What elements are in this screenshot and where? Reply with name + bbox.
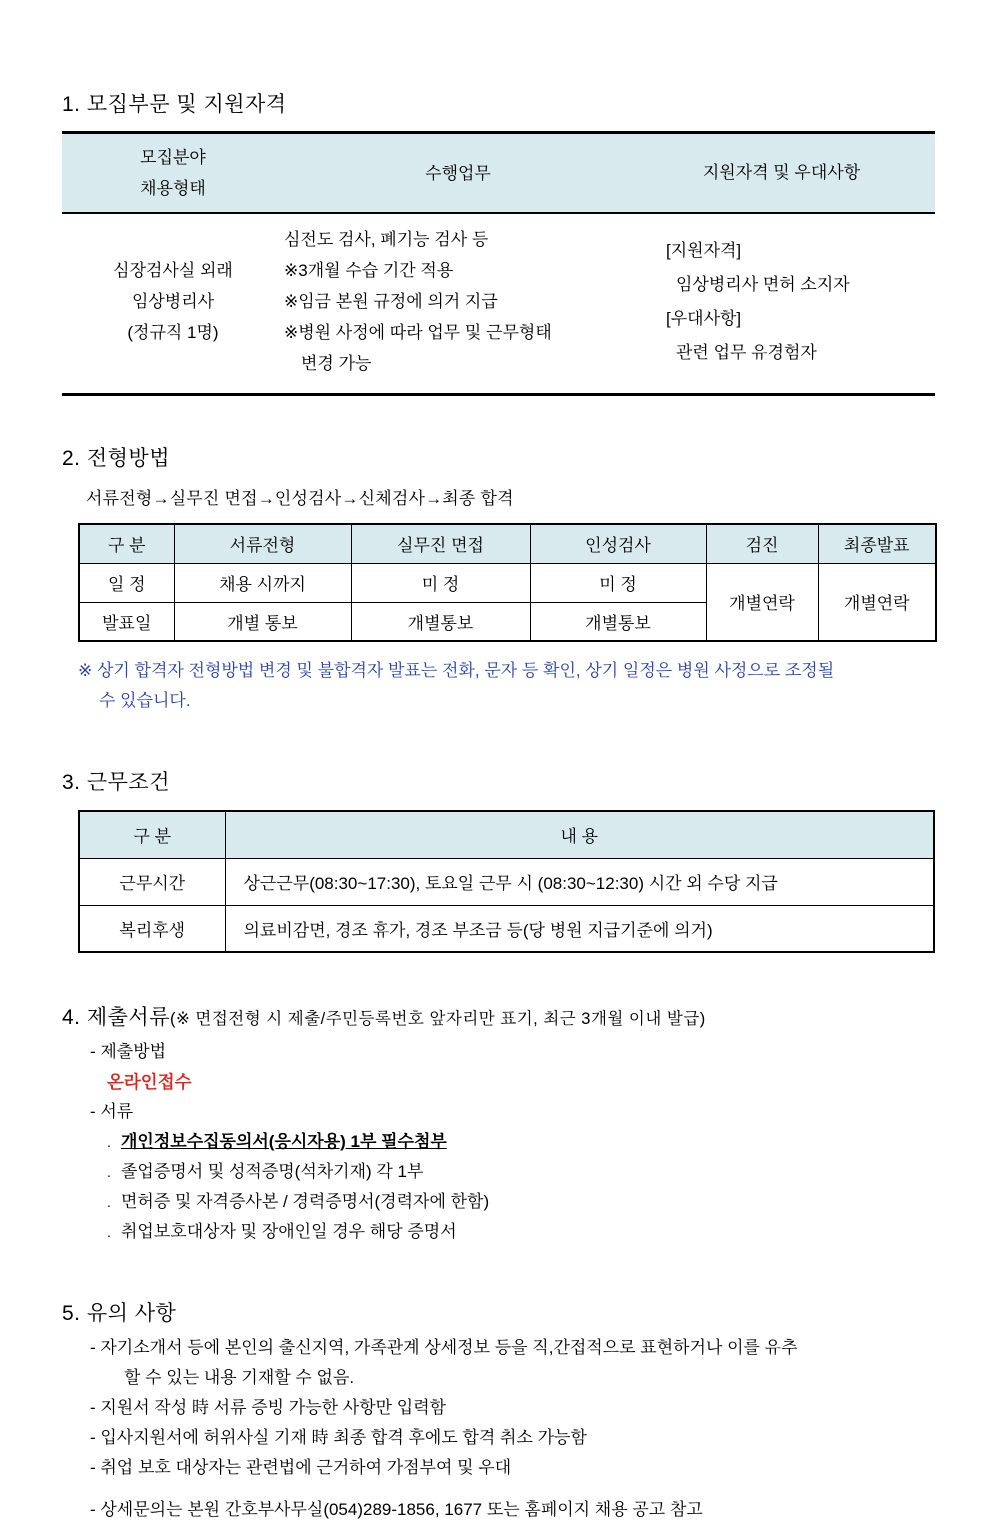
schedule-note-line2: 수 있습니다. [99, 691, 191, 710]
announce-cell: 개별통보 [351, 602, 530, 641]
recruitment-row [62, 213, 935, 395]
recruitment-duty-cell [284, 213, 632, 395]
selection-schedule-table [78, 523, 937, 642]
selection-process-line: 서류전형→실무진 면접→인성검사→신체검사→최종 합격 [86, 489, 514, 508]
qualification-line: [지원자격] [666, 240, 742, 260]
header-line: 모집분야 [140, 148, 206, 167]
schedule-header-personality: 인성검사 [530, 524, 706, 563]
schedule-header-checkup: 검진 [706, 524, 818, 563]
notice-item: - 취업 보호 대상자는 관련법에 근거하여 가점부여 및 우대 [90, 1458, 512, 1477]
section-3-title: 3. 근무조건 [62, 771, 170, 794]
notice-item-line: 할 수 있는 내용 기재할 수 없음. [124, 1368, 355, 1387]
conditions-header-category: 구 분 [79, 811, 225, 858]
notice-item: - 지원서 작성 時 서류 증빙 가능한 사항만 입력함 [90, 1398, 447, 1417]
schedule-header-final: 최종발표 [818, 524, 936, 563]
dot-bullet: . [107, 1134, 111, 1150]
section-2-title: 2. 전형방법 [62, 447, 170, 470]
position-line: 심장검사실 외래 [113, 261, 233, 280]
schedule-cell: 미 정 [530, 563, 706, 602]
schedule-merged-final: 개별연락 [818, 563, 936, 641]
dot-bullet: . [107, 1224, 111, 1240]
duty-line: 심전도 검사, 폐기능 검사 등 [284, 230, 489, 249]
recruitment-position-cell [62, 213, 284, 395]
duty-line: ※3개월 수습 기간 적용 [284, 261, 454, 280]
recruitment-qualification-cell [632, 213, 935, 395]
position-line: 임상병리사 [131, 292, 215, 311]
notice-item-line: - 자기소개서 등에 본인의 출신지역, 가족관계 상세정보 등을 직,간접적으로 표현하거나 이를 유추 [90, 1338, 798, 1357]
recruitment-table [62, 131, 935, 396]
document-item-text: 면허증 및 자격증사본 / 경력증명서(경력자에 한함) [121, 1192, 490, 1211]
section-4-title-main: 4. 제출서류 [62, 1006, 170, 1029]
conditions-label: 복리후생 [79, 905, 225, 952]
document-item [107, 1217, 935, 1247]
document-item [107, 1187, 935, 1217]
notice-item [90, 1333, 935, 1393]
dot-bullet: . [107, 1194, 111, 1210]
schedule-header-category: 구 분 [79, 524, 174, 563]
dot-bullet: . [107, 1164, 111, 1180]
schedule-cell: 채용 시까지 [174, 563, 351, 602]
document-item [107, 1157, 935, 1187]
notice-item-contact: - 상세문의는 본원 간호부사무실(054)289-1856, 1677 또는 홈페이지 채용 공고 참고 [90, 1500, 703, 1519]
schedule-row-label: 일 정 [79, 563, 174, 602]
qualification-line: 관련 업무 유경험자 [676, 342, 817, 362]
announce-row-label: 발표일 [79, 602, 174, 641]
conditions-header-content: 내 용 [225, 811, 934, 858]
submission-method-label: - 제출방법 [90, 1042, 167, 1061]
schedule-note [78, 656, 935, 716]
schedule-header-interview: 실무진 면접 [351, 524, 530, 563]
schedule-merged-checkup: 개별연락 [706, 563, 818, 641]
section-4-title-note: (※ 면접전형 시 제출/주민등록번호 앞자리만 표기, 최근 3개월 이내 발급) [170, 1010, 706, 1028]
schedule-row [79, 563, 936, 602]
conditions-label: 근무시간 [79, 858, 225, 905]
announce-cell: 개별통보 [530, 602, 706, 641]
document-item-text: 개인정보수집동의서(응시자용) 1부 필수첨부 [121, 1132, 447, 1151]
document-item-text: 졸업증명서 및 성적증명(석차기재) 각 1부 [121, 1162, 424, 1181]
submission-method-value: 온라인접수 [107, 1072, 192, 1092]
qualification-line: 임상병리사 면허 소지자 [676, 274, 850, 294]
duty-line: 변경 가능 [301, 354, 372, 373]
schedule-note-line1: ※ 상기 합격자 전형방법 변경 및 불합격자 발표는 전화, 문자 등 확인, 상기 일정은 병원 사정으로 조정될 [78, 661, 835, 680]
notice-item: - 입사지원서에 허위사실 기재 時 최종 합격 후에도 합격 취소 가능함 [90, 1428, 587, 1447]
section-4-title [62, 1001, 935, 1031]
header-line: 채용형태 [140, 179, 206, 198]
schedule-header-document: 서류전형 [174, 524, 351, 563]
position-line: (정규직 1명) [127, 323, 219, 342]
schedule-cell: 미 정 [351, 563, 530, 602]
conditions-row-welfare [79, 905, 934, 952]
recruitment-header-qualification: 지원자격 및 우대사항 [702, 163, 861, 182]
documents-label: - 서류 [90, 1102, 134, 1121]
conditions-value: 의료비감면, 경조 휴가, 경조 부조금 등(당 병원 지급기준에 의거) [225, 905, 934, 952]
document-item [107, 1127, 935, 1157]
announce-cell: 개별 통보 [174, 602, 351, 641]
qualification-line: [우대사항] [666, 308, 742, 328]
section-5-title: 5. 유의 사항 [62, 1302, 177, 1325]
recruitment-header-field [62, 133, 284, 214]
section-1-title: 1. 모집부문 및 지원자격 [62, 93, 287, 116]
conditions-value: 상근근무(08:30~17:30), 토요일 근무 시 (08:30~12:30) 시간 외 수당 지급 [225, 858, 934, 905]
working-conditions-table [78, 810, 935, 953]
recruitment-header-duty: 수행업무 [425, 163, 491, 183]
conditions-row-hours [79, 858, 934, 905]
document-item-text: 취업보호대상자 및 장애인일 경우 해당 증명서 [121, 1222, 457, 1241]
duty-line: ※임금 본원 규정에 의거 지급 [284, 292, 498, 311]
duty-line: ※병원 사정에 따라 업무 및 근무형태 [284, 323, 552, 342]
